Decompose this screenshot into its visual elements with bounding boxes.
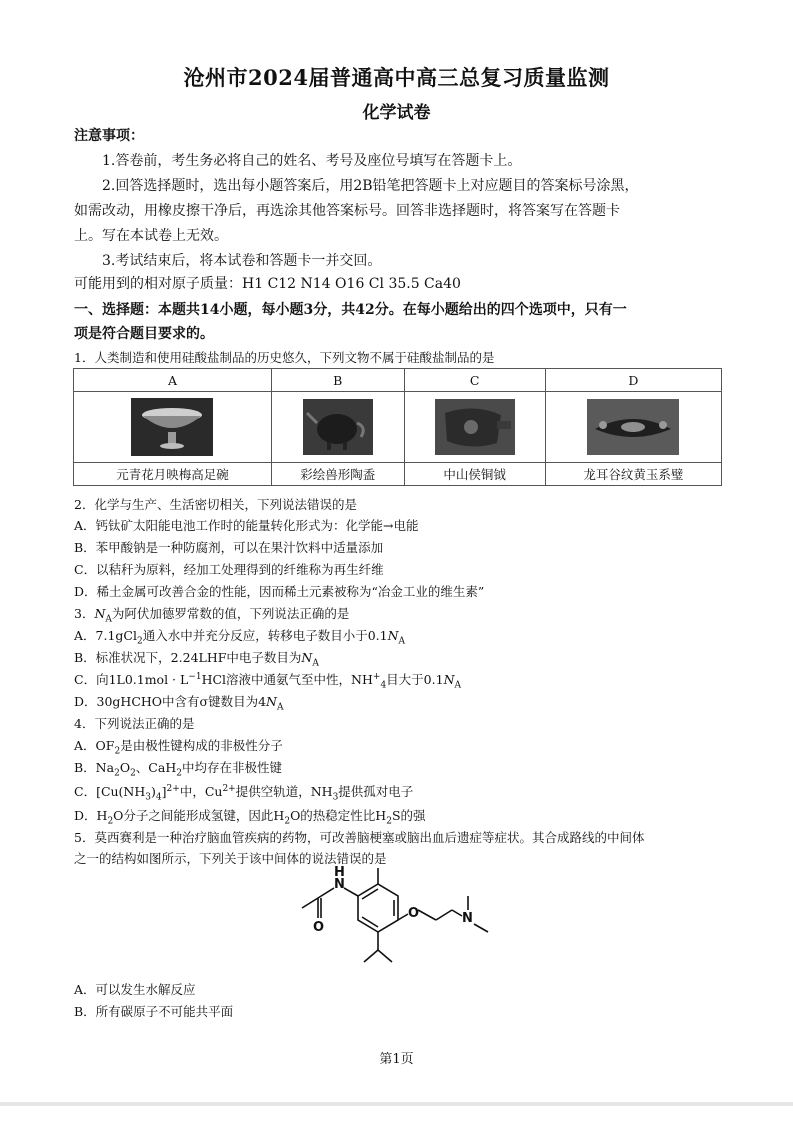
- atom-o-ether: O: [408, 906, 420, 921]
- q3-a-na: N: [387, 628, 399, 643]
- q4-a-text-1: A．OF: [74, 738, 115, 753]
- q4-d-t3: O的热稳定性比H: [290, 808, 387, 823]
- q4-b-t4: 中均存在非极性键: [181, 760, 282, 775]
- q4-c-t1: C．[Cu(NH: [74, 784, 146, 799]
- q3-a-na-sub: A: [398, 636, 406, 647]
- q5-option-b: B．所有碳原子不可能共平面: [74, 1004, 234, 1019]
- atom-n-amide: N: [334, 877, 345, 892]
- q1-caption-a: 元青花月映梅高足碗: [74, 463, 272, 486]
- q4-d-s1: 2: [107, 816, 114, 827]
- blue-white-stem-bowl-image: [131, 398, 213, 456]
- q3-a-text-2: 通入水中并充分反应，转移电子数目小于0.1: [142, 628, 388, 643]
- notice-item-2-line-2: 如需改动，用橡皮擦干净后，再选涂其他答案标号。回答非选择题时，将答案写在答题卡: [74, 203, 620, 219]
- q3-option-d: [74, 692, 719, 712]
- q1-image-cell-b: [271, 392, 404, 463]
- page-number: 第1页: [379, 1052, 414, 1067]
- q3-number: 3．: [74, 606, 95, 621]
- q3-c-na-sub: A: [454, 680, 461, 691]
- q3-stem: [74, 604, 719, 624]
- q4-option-c: [74, 782, 719, 802]
- q4-c-sup1: 2+: [166, 783, 180, 794]
- q3-d-na: N: [266, 694, 277, 709]
- q5-stem-line-2: 之一的结构如图所示，下列关于该中间体的说法错误的是: [74, 851, 387, 866]
- q4-d-t2: O分子之间能形成氢键，因此H: [113, 808, 285, 823]
- q4-c-sup2: 2+: [222, 783, 236, 794]
- q5-stem-line-1: 5．莫西赛利是一种治疗脑血管疾病的药物，可改善脑梗塞或脑出血后遗症等症状。其合成路线的中间体: [74, 830, 645, 845]
- q1-option-letter-d: D: [545, 369, 721, 392]
- q2-option-a: A．钙钛矿太阳能电池工作时的能量转化形式为：化学能→电能: [74, 518, 419, 533]
- q1-option-letter-b: B: [271, 369, 404, 392]
- q4-option-a: [74, 736, 719, 756]
- q2-stem: 2．化学与生产、生活密切相关，下列说法错误的是: [74, 497, 357, 512]
- avogadro-subscript: A: [105, 614, 112, 625]
- q1-image-cell-a: [74, 392, 272, 463]
- section-1-heading-line-1: 一、选择题：本题共14小题，每小题3分，共42分。在每小题给出的四个选项中，只有一: [74, 302, 627, 318]
- q4-d-t1: D．H: [74, 808, 108, 823]
- q1-relic-table: [73, 368, 722, 486]
- q4-c-t4: 中，Cu: [179, 784, 223, 799]
- q3-b-text: B．标准状况下，2.24LHF中电子数目为: [74, 650, 302, 665]
- q4-option-d: [74, 806, 719, 826]
- painted-pottery-he-image: [303, 399, 373, 455]
- atomic-masses: 可能用到的相对原子质量：H1 C12 N14 O16 Cl 35.5 Ca40: [74, 276, 461, 292]
- q1-caption-d: 龙耳谷纹黄玉系璧: [545, 463, 721, 486]
- page-bottom-divider: [0, 1102, 793, 1106]
- q4-a-text-2: 是由极性键构成的非极性分子: [120, 738, 283, 753]
- q5-option-a: A．可以发生水解反应: [74, 982, 196, 997]
- q3-a-sub: 2: [136, 636, 143, 647]
- atom-n-amine: N: [462, 911, 473, 926]
- q2-option-d: D．稀土金属可改善合金的性能，因而稀土元素被称为“冶金工业的维生素”: [74, 584, 485, 599]
- atom-h-amide: H: [334, 866, 345, 880]
- q4-d-t4: S的强: [391, 808, 426, 823]
- q4-c-s1: 3: [145, 792, 152, 803]
- q4-stem: 4．下列说法正确的是: [74, 716, 195, 731]
- q4-a-sub: 2: [114, 746, 121, 757]
- q1-caption-b: 彩绘兽形陶盉: [271, 463, 404, 486]
- q4-option-b: [74, 758, 719, 778]
- jade-bi-image: [587, 399, 679, 455]
- q4-b-s3: 2: [176, 768, 182, 779]
- q4-c-t2: ): [151, 784, 156, 799]
- notice-item-2-line-1: 2.回答选择题时，选出每小题答案后，用2B铅笔把答题卡上对应题目的答案标号涂黑，: [102, 178, 639, 194]
- q1-stem: 1．人类制造和使用硅酸盐制品的历史悠久，下列文物不属于硅酸盐制品的是: [74, 350, 495, 365]
- q4-b-s1: 2: [114, 768, 120, 779]
- q4-c-s3: 3: [332, 792, 339, 803]
- q2-option-b: B．苯甲酸钠是一种防腐剂，可以在果汁饮料中适量添加: [74, 540, 384, 555]
- q3-c-text-1: C．向1L0.1mol · L: [74, 672, 189, 687]
- notice-item-1: 1.答卷前，考生务必将自己的姓名、考号及座位号填写在答题卡上。: [102, 153, 522, 169]
- q4-c-t5: 提供空轨道，NH: [235, 784, 333, 799]
- q3-b-na: N: [301, 650, 313, 665]
- q3-c-sup: −1: [188, 671, 202, 682]
- q3-option-b: [74, 648, 719, 668]
- q2-option-c: C．以秸秆为原料，经加工处理得到的纤维称为再生纤维: [74, 562, 384, 577]
- q3-stem-text: 为阿伏加德罗常数的值，下列说法正确的是: [111, 606, 350, 621]
- q1-option-letter-c: C: [404, 369, 545, 392]
- notice-item-2-line-3: 上。写在本试卷上无效。: [74, 228, 228, 244]
- q4-d-s2: 2: [284, 816, 291, 827]
- q3-b-na-sub: A: [312, 658, 319, 669]
- q1-image-cell-c: [404, 392, 545, 463]
- notice-heading: 注意事项：: [74, 128, 144, 144]
- q4-c-t6: 提供孤对电子: [338, 784, 414, 799]
- exam-title: 沧州市2024届普通高中高三总复习质量监测: [183, 65, 610, 90]
- exam-subtitle: 化学试卷: [362, 103, 431, 123]
- q3-option-a: [74, 626, 719, 646]
- q3-c-text-3: 目大于0.1: [386, 672, 444, 687]
- q1-caption-c: 中山侯铜钺: [404, 463, 545, 486]
- q1-option-letter-a: A: [74, 369, 272, 392]
- q4-c-t3: ]: [161, 784, 167, 799]
- q4-b-t2: O: [119, 760, 131, 775]
- q4-c-s2: 4: [155, 792, 162, 803]
- bronze-yue-axe-image: [435, 399, 515, 455]
- q4-d-s3: 2: [386, 816, 392, 827]
- q1-image-cell-d: [545, 392, 721, 463]
- avogadro-symbol: N: [94, 606, 106, 621]
- atom-o-carbonyl: O: [313, 920, 325, 935]
- q3-d-na-sub: A: [276, 702, 284, 713]
- q3-c-sub4: 4: [380, 680, 387, 691]
- q3-c-plus: +: [372, 671, 381, 682]
- q3-d-text: D．30gHCHO中含有σ键数目为4: [74, 694, 267, 709]
- q4-b-t3: 、CaH: [135, 760, 177, 775]
- q3-c-na: N: [443, 672, 455, 687]
- intermediate-structure-diagram: [298, 866, 494, 974]
- q3-a-text-1: A．7.1gCl: [74, 628, 137, 643]
- section-1-heading-line-2: 项是符合题目要求的。: [74, 326, 214, 342]
- q3-c-text-2: HCl溶液中通氨气至中性，NH: [201, 672, 373, 687]
- q3-option-c: [74, 670, 719, 690]
- q4-b-s2: 2: [130, 768, 136, 779]
- q4-b-t1: B．Na: [74, 760, 115, 775]
- notice-item-3: 3.考试结束后，将本试卷和答题卡一并交回。: [102, 253, 382, 269]
